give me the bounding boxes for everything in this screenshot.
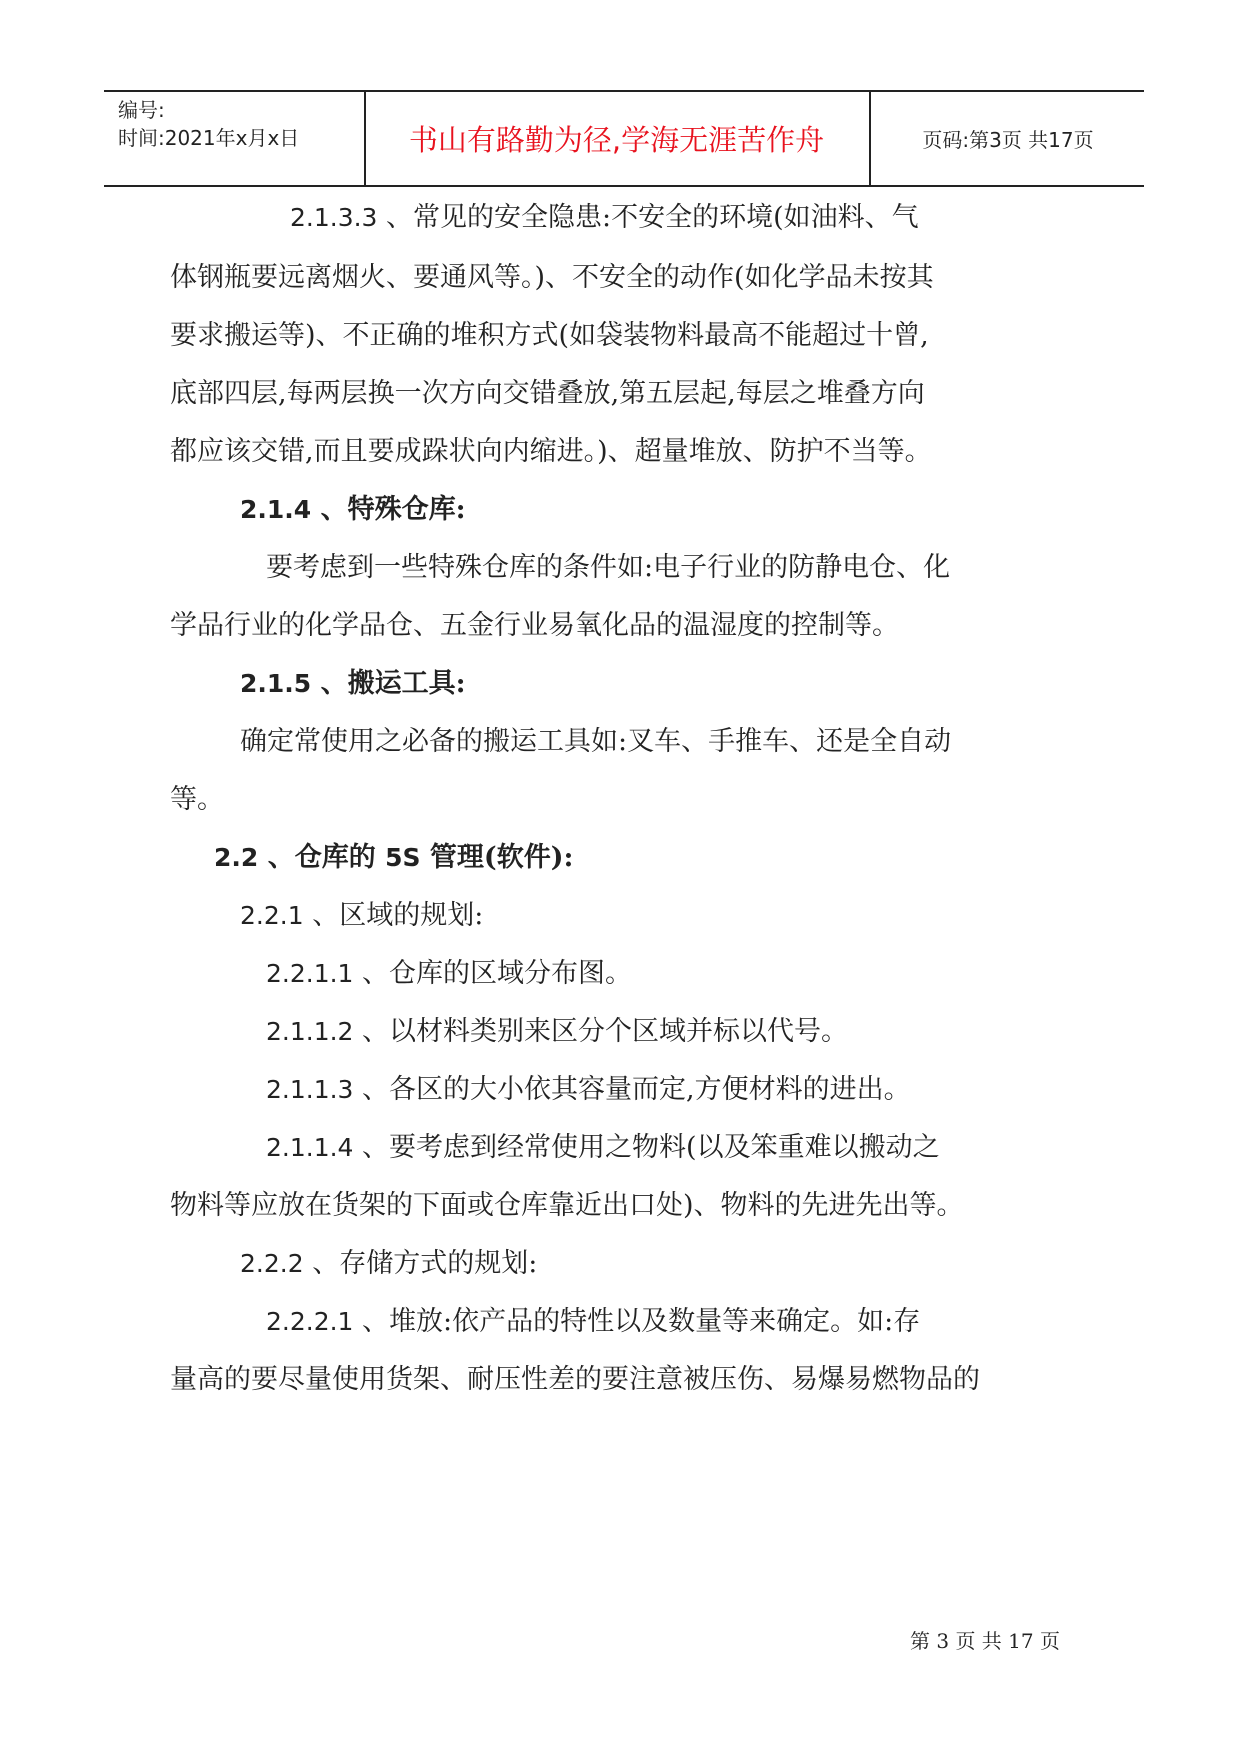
item-number: 2.2.2.1 bbox=[266, 1307, 354, 1336]
item-text: 、要考虑到经常使用之物料(以及笨重难以搬动之 bbox=[353, 1132, 940, 1163]
paragraph-line: 确定常使用之必备的搬运工具如:叉车、手推车、还是全自动 bbox=[240, 726, 952, 757]
paragraph-line: 要求搬运等)、不正确的堆积方式(如袋装物料最高不能超过十曾, bbox=[170, 320, 929, 351]
heading-5s: 5S bbox=[385, 843, 421, 872]
paragraph-line: 量高的要尽量使用货架、耐压性差的要注意被压伤、易爆易燃物品的 bbox=[170, 1364, 980, 1395]
paragraph-line: 体钢瓶要远离烟火、要通风等。)、不安全的动作(如化学品未按其 bbox=[170, 262, 934, 293]
item-number: 2.1.1.2 bbox=[266, 1017, 354, 1046]
item-text: 、各区的大小依其容量而定,方便材料的进出。 bbox=[353, 1074, 911, 1105]
paragraph-line: 底部四层,每两层换一次方向交错叠放,第五层起,每层之堆叠方向 bbox=[170, 378, 925, 409]
item-text: 、堆放:依产品的特性以及数量等来确定。如:存 bbox=[353, 1306, 921, 1337]
section-number: 2.1.3.3 bbox=[290, 203, 378, 232]
header-divider bbox=[869, 92, 871, 185]
heading-text: 、搬运工具: bbox=[311, 668, 466, 699]
section-number: 2.2.2 bbox=[240, 1249, 304, 1278]
list-item bbox=[266, 1014, 848, 1050]
section-heading bbox=[240, 666, 466, 702]
paragraph-line: 学品行业的化学品仓、五金行业易氧化品的温湿度的控制等。 bbox=[170, 610, 899, 641]
heading-text: 、特殊仓库: bbox=[311, 494, 466, 525]
item-number: 2.1.1.3 bbox=[266, 1075, 354, 1104]
paragraph-line bbox=[290, 200, 919, 236]
paragraph-line: 都应该交错,而且要成跺状向内缩进。)、超量堆放、防护不当等。 bbox=[170, 436, 932, 467]
item-text: 、以材料类别来区分个区域并标以代号。 bbox=[353, 1016, 849, 1047]
section-heading bbox=[240, 1246, 537, 1282]
list-item bbox=[266, 956, 632, 992]
section-heading bbox=[214, 840, 573, 876]
item-text: 、仓库的区域分布图。 bbox=[353, 958, 633, 989]
list-item bbox=[266, 1130, 940, 1166]
header-page-info: 页码:第3页 共17页 bbox=[922, 128, 1094, 152]
list-item bbox=[266, 1304, 920, 1340]
section-number: 2.1.5 bbox=[240, 669, 312, 698]
paragraph-line: 等。 bbox=[170, 784, 224, 815]
section-number: 2.2.1 bbox=[240, 901, 304, 930]
heading-text: 、存储方式的规划: bbox=[303, 1248, 538, 1279]
header-motto: 书山有路勤为径,学海无涯苦作舟 bbox=[408, 123, 825, 157]
line-text: 、常见的安全隐患:不安全的环境(如油料、气 bbox=[377, 202, 919, 233]
heading-text: 、仓库的 bbox=[258, 842, 386, 873]
item-number: 2.1.1.4 bbox=[266, 1133, 354, 1162]
page-footer: 第 3 页 共 17 页 bbox=[910, 1629, 1060, 1653]
header-meta bbox=[118, 96, 299, 152]
paragraph-line: 要考虑到一些特殊仓库的条件如:电子行业的防静电仓、化 bbox=[266, 552, 951, 583]
date-label: 时间:2021年x月x日 bbox=[118, 126, 300, 150]
section-heading bbox=[240, 898, 483, 934]
section-number: 2.2 bbox=[214, 843, 259, 872]
heading-text: 管理(软件): bbox=[420, 842, 574, 873]
section-number: 2.1.4 bbox=[240, 495, 312, 524]
page-header bbox=[104, 90, 1144, 187]
paragraph-line: 物料等应放在货架的下面或仓库靠近出口处)、物料的先进先出等。 bbox=[170, 1190, 964, 1221]
list-item bbox=[266, 1072, 911, 1108]
heading-text: 、区域的规划: bbox=[303, 900, 484, 931]
section-heading bbox=[240, 492, 466, 528]
serial-number-label: 编号: bbox=[118, 98, 165, 122]
item-number: 2.2.1.1 bbox=[266, 959, 354, 988]
